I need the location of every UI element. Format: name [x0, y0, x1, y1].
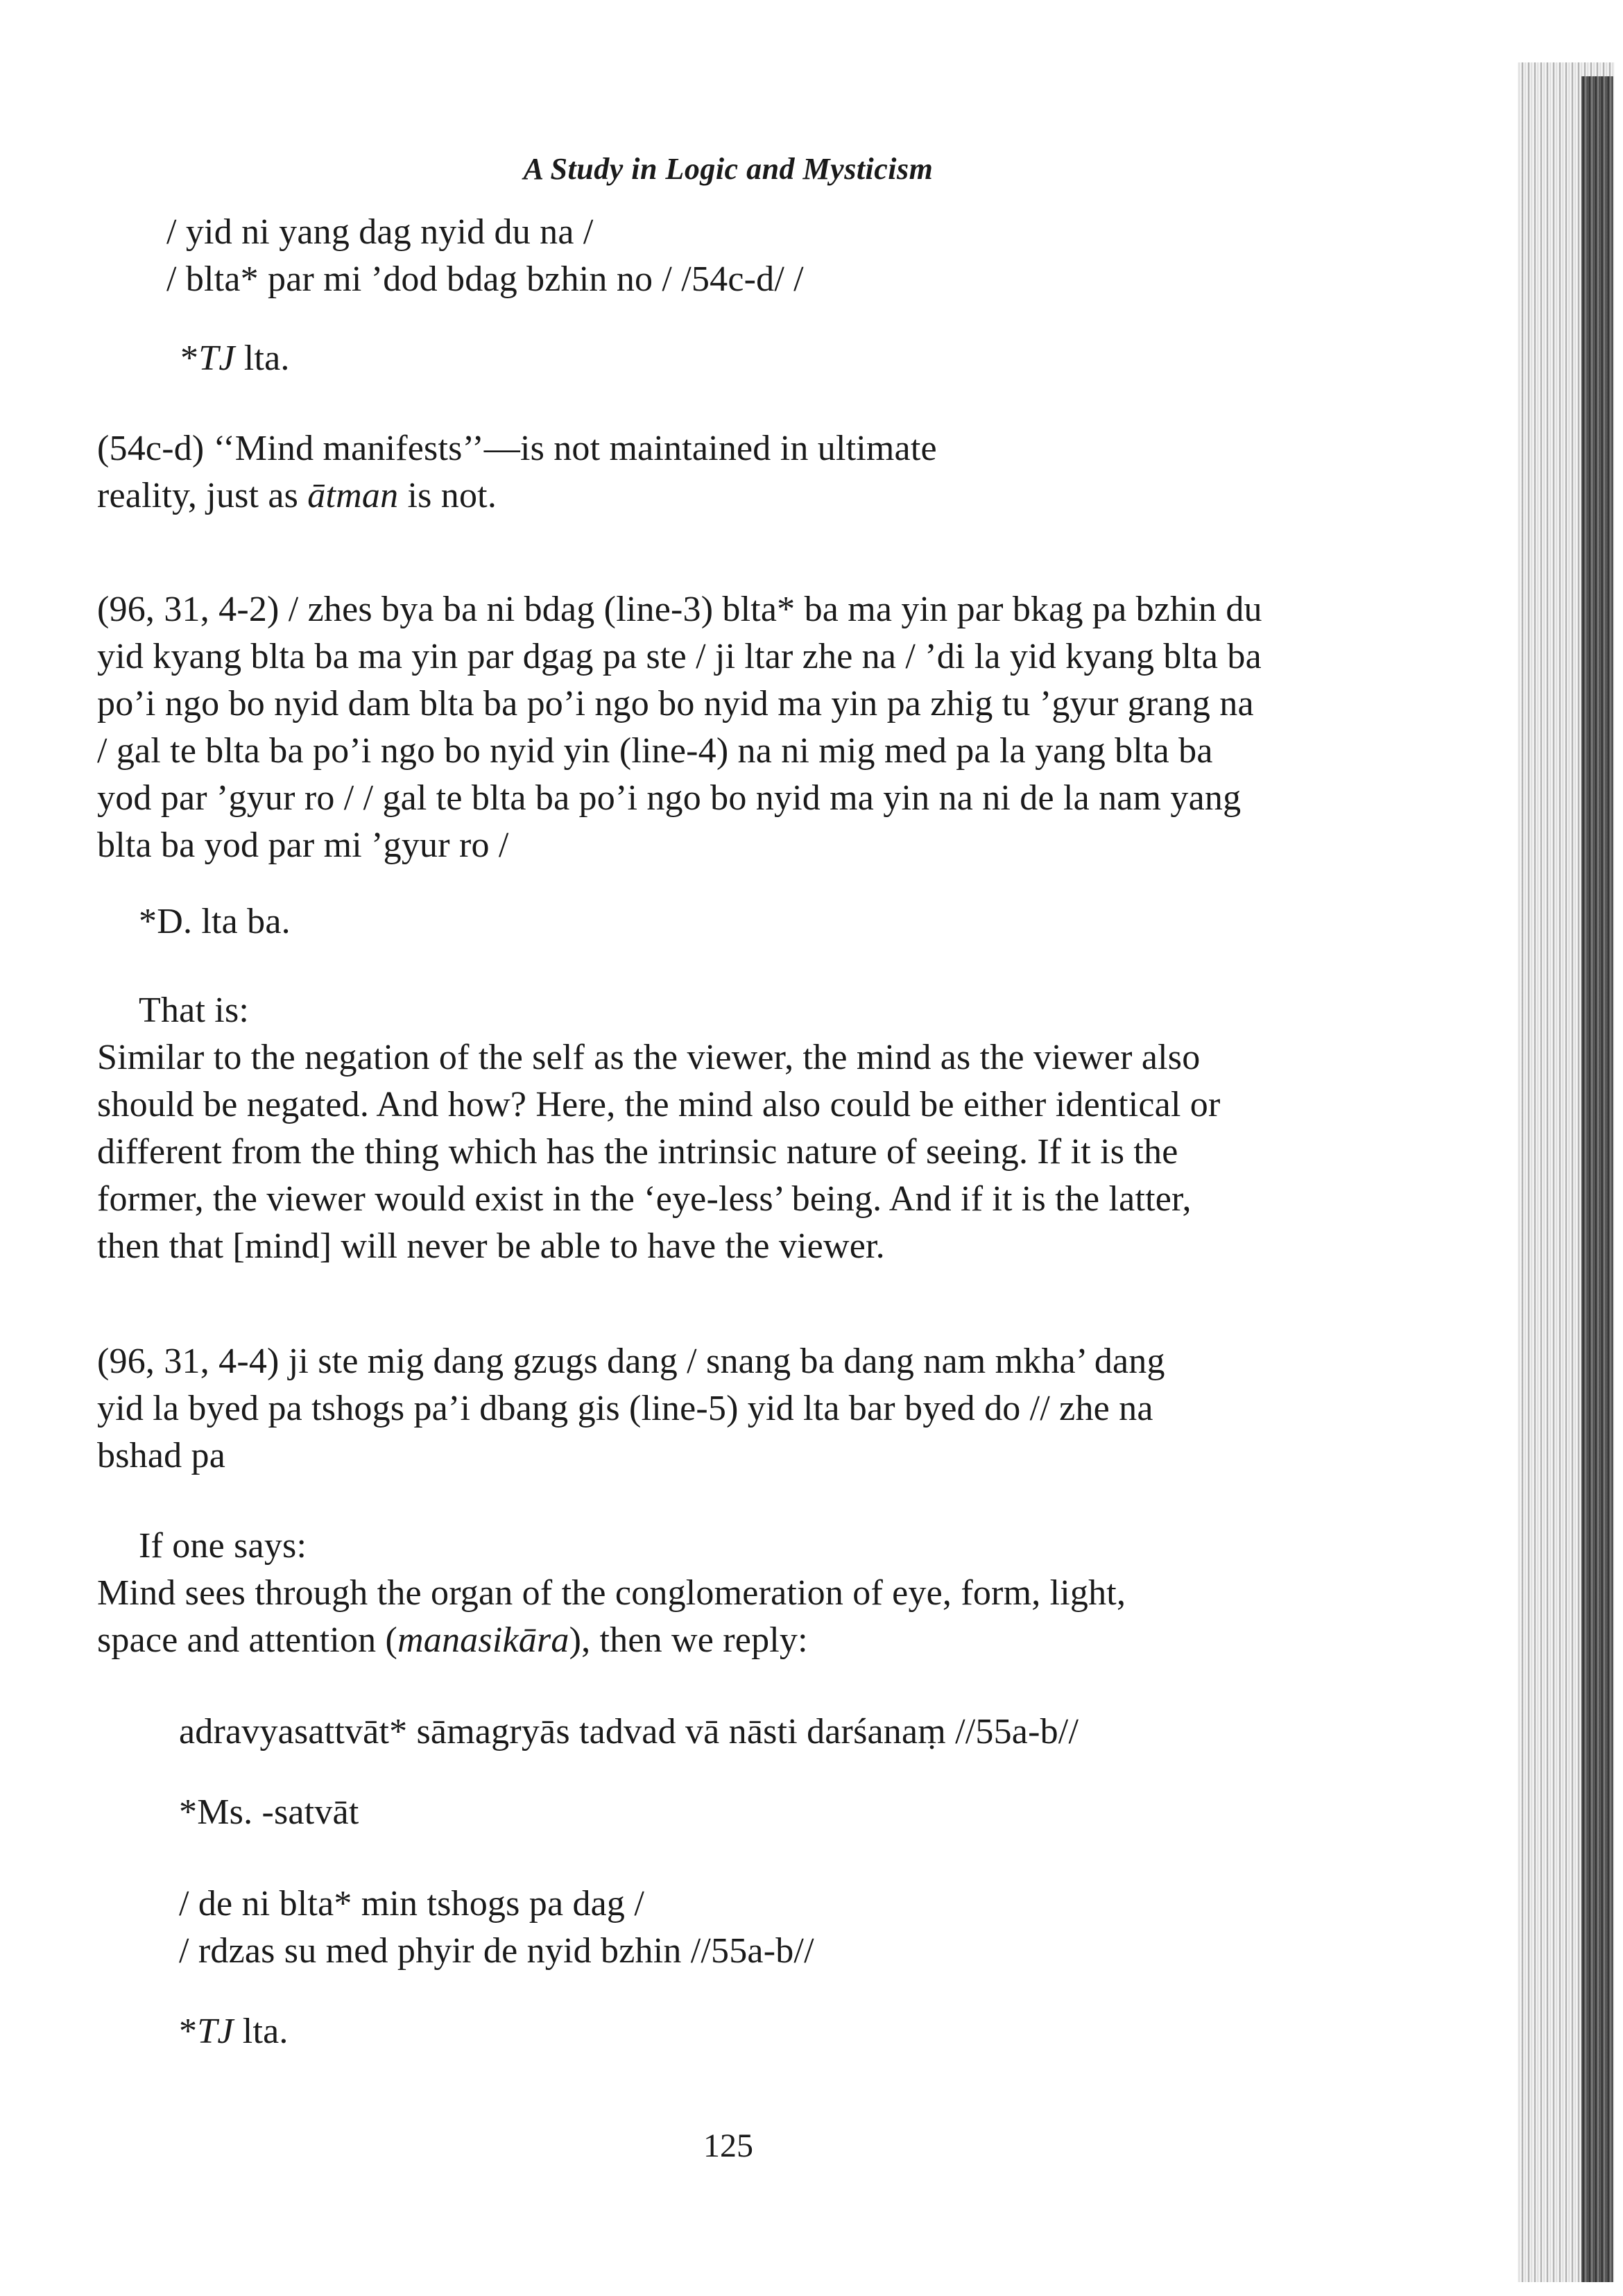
paraphrase-line: should be negated. And how? Here, the mind also could be either identical or [97, 1085, 1221, 1124]
verse-line: / yid ni yang dag nyid du na / [166, 212, 594, 252]
page-binding-edge [1581, 76, 1613, 2282]
commentary-line: yod par ’gyur ro / / gal te blta ba po’i ngo bo nyid ma yin na ni de la nam yang [97, 778, 1242, 818]
verse-line: / blta* par mi ’dod bdag bzhin no / /54c-d/ / [166, 259, 804, 299]
footnote: *TJ lta. [179, 2012, 289, 2051]
commentary-line: / gal te blta ba po’i ngo bo nyid yin (line-4) na ni mig med pa la yang blta ba [97, 731, 1213, 771]
commentary-line: po’i ngo bo nyid dam blta ba po’i ngo bo nyid ma yin pa zhig tu ’gyur grang na [97, 684, 1254, 723]
commentary-line: bshad pa [97, 1436, 225, 1475]
paraphrase-line: space and attention (manasikāra), then we reply: [97, 1620, 808, 1660]
sanskrit-verse: adravyasattvāt* sāmagryās tadvad vā nāsti darśanaṃ //55a-b// [179, 1712, 1079, 1751]
paraphrase-line: different from the thing which has the intrinsic nature of seeing. If it is the [97, 1132, 1178, 1172]
page-number: 125 [703, 2127, 753, 2164]
footnote: *Ms. -satvāt [179, 1792, 359, 1832]
commentary-line: blta ba yod par mi ’gyur ro / [97, 825, 509, 865]
verse-line: / rdzas su med phyir de nyid bzhin //55a-b// [179, 1931, 814, 1971]
running-head: A Study in Logic and Mysticism [523, 152, 934, 186]
commentary-line: (96, 31, 4-4) ji ste mig dang gzugs dang / snang ba dang nam mkha’ dang [97, 1342, 1165, 1381]
commentary-line: yid kyang blta ba ma yin par dgag pa ste / ji ltar zhe na / ’di la yid kyang blta ba [97, 637, 1262, 676]
paraphrase-line: Mind sees through the organ of the conglomeration of eye, form, light, [97, 1573, 1126, 1613]
translation-line: (54c-d) ‘‘Mind manifests’’—is not maintained in ultimate [97, 429, 937, 468]
translation-line: reality, just as ātman is not. [97, 476, 497, 515]
paraphrase-intro: That is: [139, 991, 250, 1030]
footnote: *D. lta ba. [139, 902, 291, 941]
paraphrase-intro: If one says: [139, 1526, 307, 1566]
verse-line: / de ni blta* min tshogs pa dag / [179, 1884, 644, 1924]
paraphrase-line: former, the viewer would exist in the ‘eye-less’ being. And if it is the latter, [97, 1179, 1192, 1219]
paraphrase-line: Similar to the negation of the self as the viewer, the mind as the viewer also [97, 1038, 1201, 1077]
paraphrase-line: then that [mind] will never be able to have the viewer. [97, 1226, 885, 1266]
commentary-line: yid la byed pa tshogs pa’i dbang gis (line-5) yid lta bar byed do // zhe na [97, 1389, 1153, 1428]
commentary-line: (96, 31, 4-2) / zhes bya ba ni bdag (line-3) blta* ba ma yin par bkag pa bzhin du [97, 590, 1262, 629]
footnote: *TJ lta. [180, 339, 290, 378]
